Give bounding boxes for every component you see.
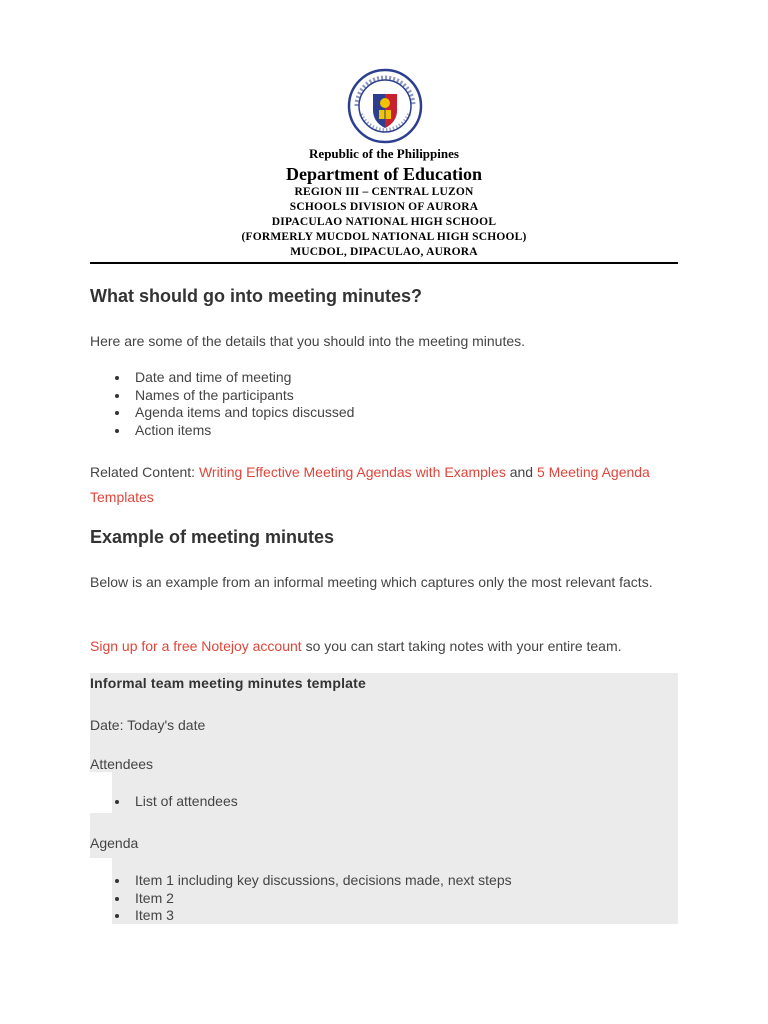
- signup-rest: so you can start taking notes with your entire team.: [301, 638, 622, 654]
- related-and: and: [505, 464, 537, 480]
- section-heading-example: Example of meeting minutes: [90, 527, 335, 547]
- division-line: SCHOOLS DIVISION OF AURORA: [289, 201, 479, 213]
- signup-line: [90, 634, 678, 659]
- former-school-line: (FORMERLY MUCDOL NATIONAL HIGH SCHOOL): [241, 231, 527, 243]
- attendees-heading: Attendees: [90, 756, 154, 772]
- list-item: List of attendees: [90, 793, 238, 811]
- template-date: Date: Today's date: [90, 717, 206, 733]
- list-item: Item 2: [90, 890, 512, 908]
- letterhead-divider: [90, 262, 678, 264]
- department-title: Department of Education: [286, 164, 482, 184]
- agenda-list: [90, 872, 512, 925]
- section1-intro: Here are some of the details that you should into the meeting minutes.: [90, 333, 526, 349]
- agenda-heading: Agenda: [90, 835, 139, 851]
- related-prefix: Related Content:: [90, 464, 199, 480]
- signup-link[interactable]: Sign up for a free Notejoy account: [90, 638, 302, 654]
- template-title: Informal team meeting minutes template: [90, 675, 366, 691]
- list-item: Item 3: [90, 907, 512, 925]
- link-agenda-templates[interactable]: 5 Meeting Agenda Templates: [90, 464, 650, 505]
- list-item: Date and time of meeting: [90, 369, 354, 387]
- republic-label: Republic of the Philippines: [309, 146, 459, 161]
- list-item: Agenda items and topics discussed: [90, 404, 354, 422]
- address-line: MUCDOL, DIPACULAO, AURORA: [290, 246, 478, 258]
- section2-intro: Below is an example from an informal meeting which captures only the most relevant facts.: [90, 574, 653, 590]
- attendees-list: [90, 793, 238, 811]
- related-content: [90, 460, 678, 509]
- link-meeting-agendas[interactable]: Writing Effective Meeting Agendas with Examples: [198, 464, 506, 480]
- deped-seal-logo: [347, 68, 423, 144]
- section-heading-what-goes: What should go into meeting minutes?: [90, 286, 422, 306]
- region-line: REGION III – CENTRAL LUZON: [294, 186, 474, 198]
- list-item: Item 1 including key discussions, decisions made, next steps: [90, 872, 512, 890]
- school-line: DIPACULAO NATIONAL HIGH SCHOOL: [271, 216, 497, 228]
- details-list: [90, 369, 354, 439]
- list-item: Action items: [90, 422, 354, 440]
- list-item: Names of the participants: [90, 387, 354, 405]
